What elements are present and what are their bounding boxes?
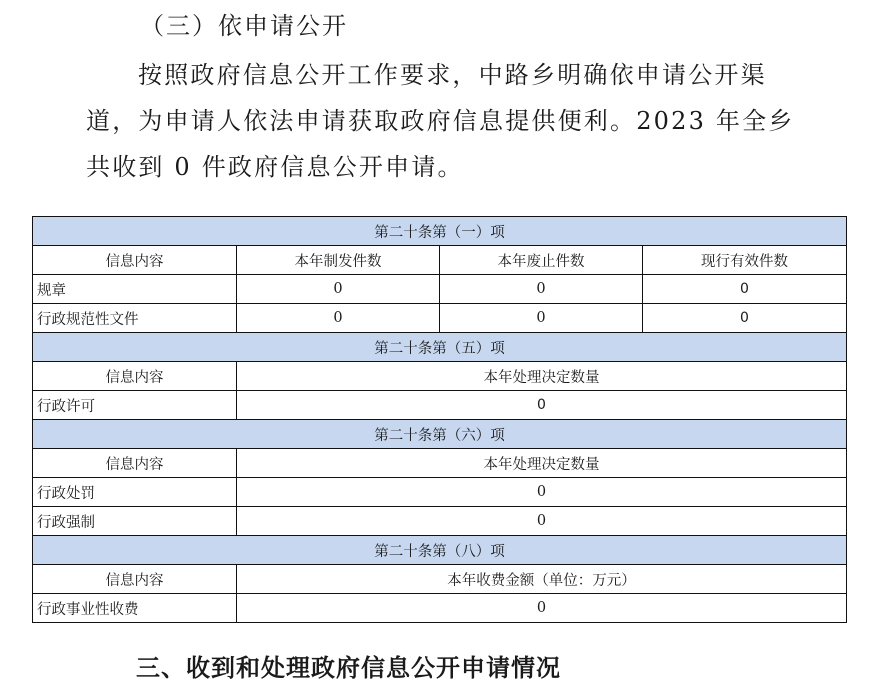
header-cell: 本年收费金额（单位：万元） (237, 565, 847, 594)
table-row (33, 304, 847, 333)
header-row (33, 246, 847, 275)
header-row (33, 449, 847, 478)
row-label: 规章 (33, 275, 237, 304)
disclosure-table (32, 216, 847, 623)
cell-value: 0 (440, 304, 643, 333)
section-row-6 (33, 420, 847, 449)
cell-value: 0 (643, 304, 847, 333)
table-row (33, 478, 847, 507)
header-cell: 现行有效件数 (643, 246, 847, 275)
cell-value: 0 (237, 594, 847, 623)
cell-value: 0 (237, 275, 440, 304)
header-cell: 本年处理决定数量 (237, 449, 847, 478)
section-title: 第二十条第（六）项 (33, 420, 847, 449)
table-row (33, 507, 847, 536)
table-row (33, 275, 847, 304)
row-label: 行政规范性文件 (33, 304, 237, 333)
sub-heading: （三）依申请公开 (140, 12, 348, 40)
cell-value: 0 (440, 275, 643, 304)
cell-value: 0 (237, 478, 847, 507)
cell-value: 0 (643, 275, 847, 304)
header-row (33, 362, 847, 391)
table-row (33, 594, 847, 623)
section-row-8 (33, 536, 847, 565)
paragraph-line: 道，为申请人依法申请获取政府信息提供便利。2023 年全乡 (86, 107, 795, 135)
header-row (33, 565, 847, 594)
row-label: 行政许可 (33, 391, 237, 420)
table-row (33, 391, 847, 420)
header-cell: 信息内容 (33, 246, 237, 275)
header-cell: 本年处理决定数量 (237, 362, 847, 391)
cell-value: 0 (237, 304, 440, 333)
cell-value: 0 (237, 507, 847, 536)
section-title: 第二十条第（五）项 (33, 333, 847, 362)
section-title: 第二十条第（八）项 (33, 536, 847, 565)
section-heading: 三、收到和处理政府信息公开申请情况 (136, 654, 561, 682)
row-label: 行政处罚 (33, 478, 237, 507)
row-label: 行政事业性收费 (33, 594, 237, 623)
row-label: 行政强制 (33, 507, 237, 536)
cell-value: 0 (237, 391, 847, 420)
paragraph-line: 按照政府信息公开工作要求，中路乡明确依申请公开渠 (138, 61, 767, 89)
intro-paragraph (86, 52, 806, 190)
header-cell: 信息内容 (33, 362, 237, 391)
section-row-5 (33, 333, 847, 362)
paragraph-line: 共收到 0 件政府信息公开申请。 (86, 153, 464, 181)
section-title: 第二十条第（一）项 (33, 217, 847, 246)
section-row-1 (33, 217, 847, 246)
header-cell: 信息内容 (33, 565, 237, 594)
header-cell: 本年制发件数 (237, 246, 440, 275)
header-cell: 本年废止件数 (440, 246, 643, 275)
header-cell: 信息内容 (33, 449, 237, 478)
